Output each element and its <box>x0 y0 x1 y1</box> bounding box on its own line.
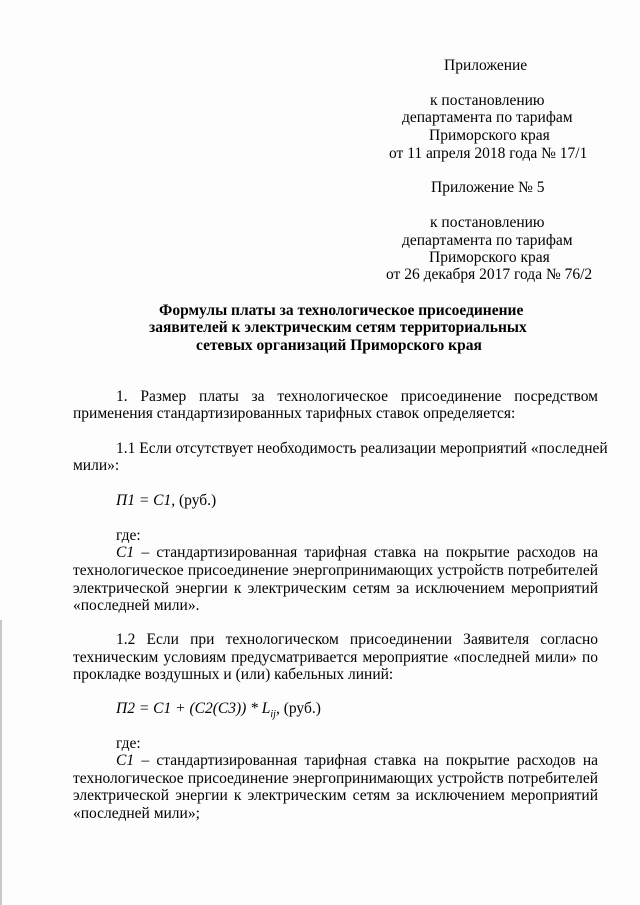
formula-2-expression: П2 = С1 + (С2(С3)) * L <box>116 700 271 717</box>
paragraph-1-1-line-1: 1.1 Если отсутствует необходимость реализации мероприятий «последней <box>116 440 608 457</box>
c1-definition-1-line-3: электрической энергии к электрическим сетям за исключением мероприятий <box>73 580 598 597</box>
title-line-2: заявителей к электрическим сетям территориальных <box>149 319 527 336</box>
c1-definition-1-line-1 <box>116 544 598 562</box>
formula-2-tail: , <box>275 700 280 717</box>
formula-1-expression: П1 = С1, <box>116 492 176 509</box>
c1-definition-2-line-2: технологическое присоединение энергопринимающих устройств потребителей <box>73 770 598 787</box>
c1-definition-1-text: – стандартизированная тарифная ставка на покрытие расходов на <box>134 544 598 561</box>
scan-edge <box>0 620 2 905</box>
where-label-2: где: <box>116 735 141 752</box>
c1-symbol-2: С1 <box>116 752 135 769</box>
c1-definition-2-line-4: «последней мили»; <box>73 805 200 822</box>
c1-symbol-1: С1 <box>116 544 135 561</box>
header-department-2: департамента по тарифам <box>402 232 573 249</box>
c1-definition-1-line-4: «последней мили». <box>73 597 200 614</box>
header-region-2: Приморского края <box>429 249 550 266</box>
formula-2-unit: (руб.) <box>279 700 321 717</box>
c1-definition-2-line-1 <box>116 752 598 770</box>
header-region-1: Приморского края <box>429 127 550 144</box>
paragraph-1-line-2: применения стандартизированных тарифных ставок определяется: <box>73 405 516 422</box>
header-to-resolution-2: к постановлению <box>430 214 545 231</box>
formula-1-unit: (руб.) <box>175 492 217 509</box>
formula-2-subscript: ij <box>270 709 276 721</box>
paragraph-1-2-line-1: 1.2 Если при технологическом присоединении Заявителя согласно <box>116 631 598 648</box>
paragraph-1-1-line-2: мили»: <box>73 457 120 474</box>
title-line-3: сетевых организаций Приморского края <box>196 337 482 354</box>
header-to-resolution-1: к постановлению <box>430 92 545 109</box>
c1-definition-1-line-2: технологическое присоединение энергопринимающих устройств потребителей <box>73 562 598 579</box>
header-date-2: от 26 декабря 2017 года № 76/2 <box>386 266 593 283</box>
c1-definition-2-line-3: электрической энергии к электрическим сетям за исключением мероприятий <box>73 787 598 804</box>
c1-definition-2-text: – стандартизированная тарифная ставка на покрытие расходов на <box>134 752 598 769</box>
formula-2 <box>116 700 321 724</box>
title-line-1: Формулы платы за технологическое присоединение <box>159 302 524 319</box>
formula-1 <box>116 492 216 510</box>
appendix-label: Приложение <box>444 57 528 74</box>
paragraph-1-line-1: 1. Размер платы за технологическое присоединение посредством <box>116 388 598 405</box>
paragraph-1-2-line-2: техническим условиям предусматривается мероприятие «последней мили» по <box>73 649 598 666</box>
paragraph-1-2-line-3: прокладке воздушных и (или) кабельных линий: <box>73 666 394 683</box>
header-department-1: департамента по тарифам <box>402 109 573 126</box>
header-date-1: от 11 апреля 2018 года № 17/1 <box>389 145 588 162</box>
where-label-1: где: <box>116 527 141 544</box>
appendix-5-label: Приложение № 5 <box>431 179 545 196</box>
